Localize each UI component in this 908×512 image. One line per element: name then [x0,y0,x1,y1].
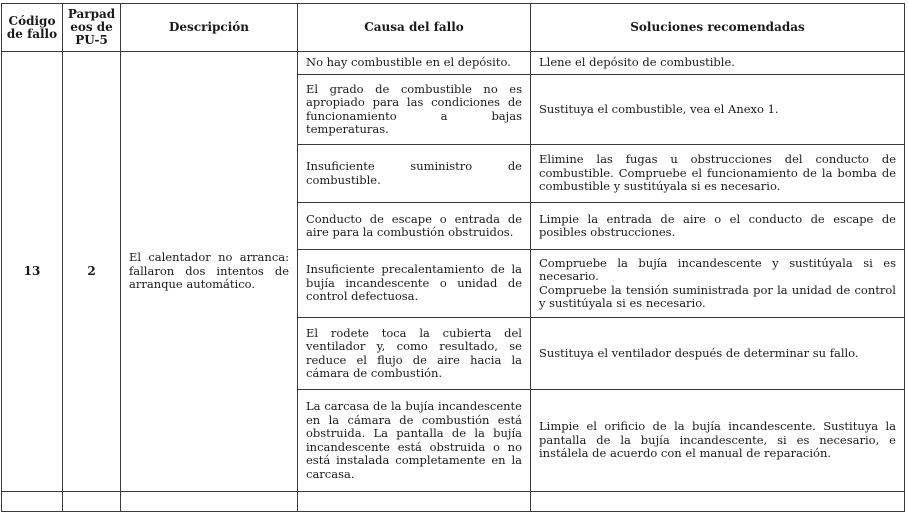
header-description: Descripción [121,4,298,52]
fault-code: 13 [2,52,63,492]
cause-cell: Insuficiente suministro de combustible. [298,145,531,203]
cause-cell: Conducto de escape o entrada de aire para la combustión obstruidos. [298,203,531,250]
table-row-partial [2,492,905,512]
solution-text: Sustituya el ventilador después de determinar su fallo. [539,345,859,360]
empty-cell [298,492,531,512]
solution-text: Compruebe la tensión suministrada por la unidad de control y sustitúyala si es necesario. [539,282,896,310]
solution-text: Limpie el orificio de la bujía incandescente. Sustituya la pantalla de la bujía incandescente, si es necesario, e instálela de acuerdo con el manual de reparación. [539,419,896,461]
solution-cell [531,75,905,145]
solution-cell [531,145,905,203]
header-code: Código de fallo [2,4,63,52]
solution-text: Llene el depósito de combustible. [539,55,735,70]
empty-cell [63,492,121,512]
header-solutions: Soluciones recomendadas [531,4,905,52]
solution-text: Limpie la entrada de aire o el conducto de escape de posibles obstrucciones. [539,211,896,239]
empty-cell [121,492,298,512]
header-blinks: Parpad eos de PU-5 [63,4,121,52]
cause-cell: El rodete toca la cubierta del ventilador y, como resultado, se reduce el flujo de aire hacia la cámara de combustión. [298,318,531,390]
solution-text: Sustituya el combustible, vea el Anexo 1. [539,101,779,116]
empty-cell [2,492,63,512]
solution-cell [531,250,905,318]
table-row [2,52,905,75]
cause-cell: No hay combustible en el depósito. [298,52,531,75]
empty-cell [531,492,905,512]
solution-cell [531,390,905,492]
solution-text: Compruebe la bujía incandescente y sustitúyala si es necesario. [539,255,896,283]
cause-cell: La carcasa de la bujía incandescente en la cámara de combustión está obstruida. La pantalla de la bujía incandescente está obstruida o no está instalada completamente en la carcasa. [298,390,531,492]
solution-cell [531,203,905,250]
header-row [2,4,905,52]
solution-cell [531,318,905,390]
solution-text: Elimine las fugas u obstrucciones del conducto de combustible. Compruebe el funcionamiento de la bomba de combustible y sustitúyala si es necesario. [539,152,896,194]
fault-blinks: 2 [63,52,121,492]
fault-description: El calentador no arranca: fallaron dos intentos de arranque automático. [121,52,298,492]
header-cause: Causa del fallo [298,4,531,52]
cause-cell: El grado de combustible no es apropiado para las condiciones de funcionamiento a bajas temperaturas. [298,75,531,145]
fault-table [1,3,905,512]
solution-cell [531,52,905,75]
cause-cell: Insuficiente precalentamiento de la bujía incandescente o unidad de control defectuosa. [298,250,531,318]
